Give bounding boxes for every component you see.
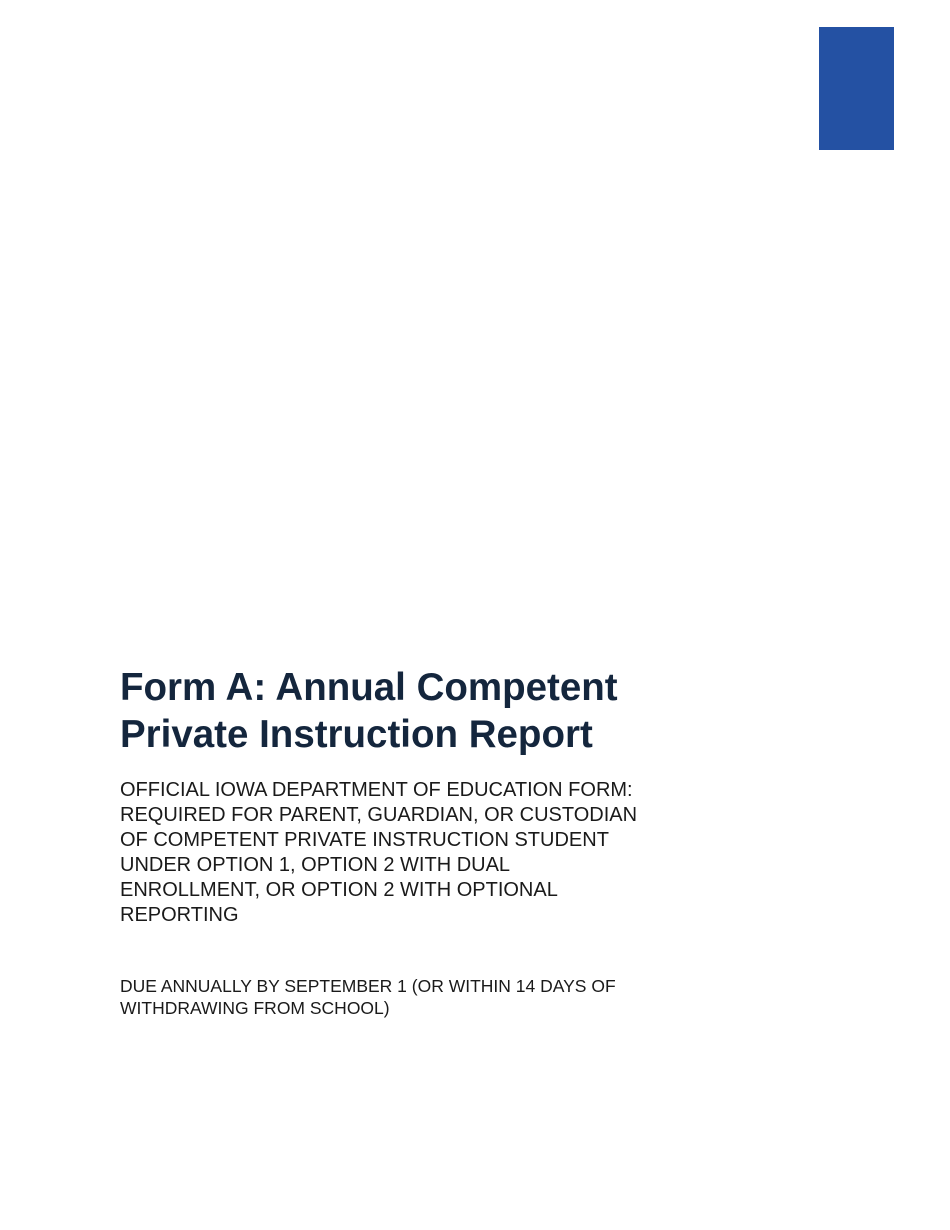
title-line-2: Private Instruction Report — [120, 713, 593, 756]
subtitle-line: ENROLLMENT, OR OPTION 2 WITH OPTIONAL — [120, 879, 558, 901]
subtitle-line: REPORTING — [120, 904, 239, 926]
document-subtitle — [120, 778, 700, 928]
due-note-line: DUE ANNUALLY BY SEPTEMBER 1 (OR WITHIN 14 DAYS OF — [120, 976, 616, 996]
title-line-1: Form A: Annual Competent — [120, 666, 618, 709]
document-title — [120, 664, 720, 758]
corner-accent-block — [819, 27, 894, 150]
cover-content — [120, 664, 720, 1019]
due-date-note — [120, 975, 680, 1019]
subtitle-line: REQUIRED FOR PARENT, GUARDIAN, OR CUSTODIAN — [120, 804, 638, 826]
subtitle-line: OFFICIAL IOWA DEPARTMENT OF EDUCATION FORM: — [120, 779, 633, 801]
subtitle-line: OF COMPETENT PRIVATE INSTRUCTION STUDENT — [120, 829, 609, 851]
subtitle-line: UNDER OPTION 1, OPTION 2 WITH DUAL — [120, 854, 511, 876]
due-note-line: WITHDRAWING FROM SCHOOL) — [120, 998, 390, 1018]
